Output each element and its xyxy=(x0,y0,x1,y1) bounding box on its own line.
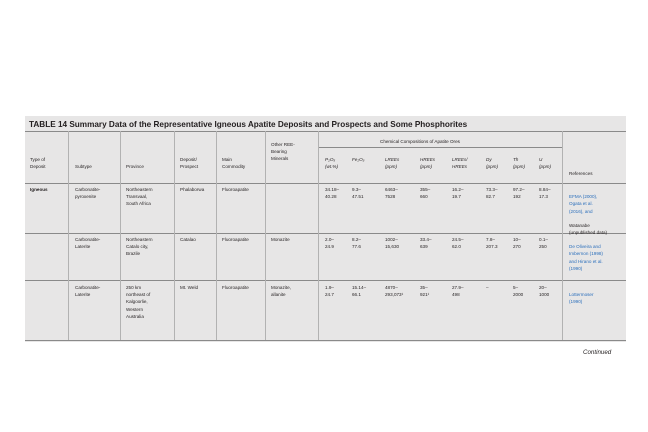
cell-lrees: 6463– 7528 xyxy=(385,187,398,200)
col-sep xyxy=(174,131,175,340)
table-title: Summary Data of the Representative Igneous Apatite Deposits and Prospects and Some Phosphorites xyxy=(69,120,468,129)
table-number: TABLE 14 xyxy=(29,120,68,129)
header-deposit: Deposit/ Prospect xyxy=(180,157,199,170)
rule-row-1 xyxy=(25,233,626,234)
header-u: U (ppm) xyxy=(539,157,551,170)
reference-text: Watanabe (unpublished data) xyxy=(569,223,608,236)
cell-ratio: 16.2– 19.7 xyxy=(452,187,464,200)
cell-lrees: 4870– 293,073¹ xyxy=(385,285,404,298)
col-sep xyxy=(318,131,319,340)
cell-u: 20– 1000 xyxy=(539,285,550,298)
continued-label: Continued xyxy=(583,349,612,356)
header-lrees: LREEs (ppm) xyxy=(385,157,400,170)
cell-hrees: 33.4– 639 xyxy=(420,237,432,250)
cell-u: 0.1– 250 xyxy=(539,237,548,250)
header-references: References xyxy=(569,171,593,176)
cell-p2o5: 1.9– 24.7 xyxy=(325,285,334,298)
cell-commodity: Fluoroapatite xyxy=(222,187,249,192)
header-fe2o3: Fe₂O₃ xyxy=(352,157,365,162)
cell-deposit: Catalao xyxy=(180,237,196,242)
cell-references xyxy=(569,236,603,279)
header-type: Type of Deposit xyxy=(30,157,46,170)
cell-fe2o3: 9.3– 47.51 xyxy=(352,187,364,200)
header-ratio: LREEs/ HREEs xyxy=(452,157,468,170)
header-dy: Dy (ppm) xyxy=(486,157,498,170)
cell-u: 8.84– 17.3 xyxy=(539,187,551,200)
cell-p2o5: 34.18– 40.28 xyxy=(325,187,340,200)
cell-p2o5: 2.0– 24.9 xyxy=(325,237,334,250)
cell-references xyxy=(569,186,607,244)
cell-province: Northeastern Catalo city, Brazile xyxy=(126,237,153,257)
col-sep xyxy=(120,131,121,340)
cell-dy: – xyxy=(486,285,489,290)
col-sep xyxy=(265,131,266,340)
table-caption xyxy=(29,120,467,129)
cell-dy: 73.3– 82.7 xyxy=(486,187,498,200)
reference-link[interactable]: De Oliveira and Imbernon (1998) and Hirano et al. (1990) xyxy=(569,244,603,271)
col-sep xyxy=(562,131,563,340)
header-chemical-group: Chemical Compositions of Apatite Ores xyxy=(380,139,460,144)
cell-fe2o3: 8.2– 77.6 xyxy=(352,237,361,250)
cell-deposit: Mt. Weld xyxy=(180,285,199,290)
reference-link[interactable]: Lottermoser (1990) xyxy=(569,292,594,305)
cell-commodity: Fluoroapatite xyxy=(222,237,249,242)
reference-link[interactable]: EFMA (2000), Ogata et al. (2016), and xyxy=(569,194,598,214)
cell-commodity: Fluoroapatite xyxy=(222,285,249,290)
rule-top xyxy=(25,131,626,132)
cell-th: 5– 2000 xyxy=(513,285,524,298)
rule-row-2 xyxy=(25,280,626,281)
cell-lrees: 1002– 15,630 xyxy=(385,237,400,250)
header-commodity: Main Commodity xyxy=(222,157,246,170)
header-minerals: Other REE- Bearing Minerals xyxy=(271,142,295,162)
cell-subtype: Carbonatite- pyroxenite xyxy=(75,187,101,200)
header-province: Province xyxy=(126,164,144,169)
cell-dy: 7.8– 207.3 xyxy=(486,237,498,250)
cell-th: 97.2– 192 xyxy=(513,187,525,200)
header-hrees: HREEs (ppm) xyxy=(420,157,436,170)
rule-group-header xyxy=(318,147,562,148)
rule-header-bottom xyxy=(25,183,626,184)
cell-minerals: Monazite, allanite xyxy=(271,285,291,298)
cell-province: Northeastern Transvaal, South Africa xyxy=(126,187,153,207)
cell-deposit: Phalaborwa xyxy=(180,187,205,192)
cell-subtype: Carbonatite- Laterite xyxy=(75,285,101,298)
rule-bottom xyxy=(25,340,626,341)
summary-table xyxy=(25,116,626,342)
cell-hrees: 355– 660 xyxy=(420,187,431,200)
col-sep xyxy=(68,131,69,340)
header-th: Th (ppm) xyxy=(513,157,525,170)
cell-subtype: Carbonatite- Laterite xyxy=(75,237,101,250)
cell-type: Igneous xyxy=(30,187,48,192)
header-subtype: Subtype xyxy=(75,164,92,169)
cell-ratio: 27.9– 498 xyxy=(452,285,464,298)
cell-th: 10– 270 xyxy=(513,237,521,250)
cell-hrees: 35– 921¹ xyxy=(420,285,430,298)
cell-province: 250 km northeast of Kalgoorlie, Western Australia xyxy=(126,285,151,319)
cell-references xyxy=(569,284,594,313)
header-p2o5: P₂O₅ (wt.%) xyxy=(325,157,339,170)
col-sep xyxy=(216,131,217,340)
cell-ratio: 24.5– 62.0 xyxy=(452,237,464,250)
cell-minerals: Monazite xyxy=(271,237,290,242)
cell-fe2o3: 15.14– 66.1 xyxy=(352,285,367,298)
